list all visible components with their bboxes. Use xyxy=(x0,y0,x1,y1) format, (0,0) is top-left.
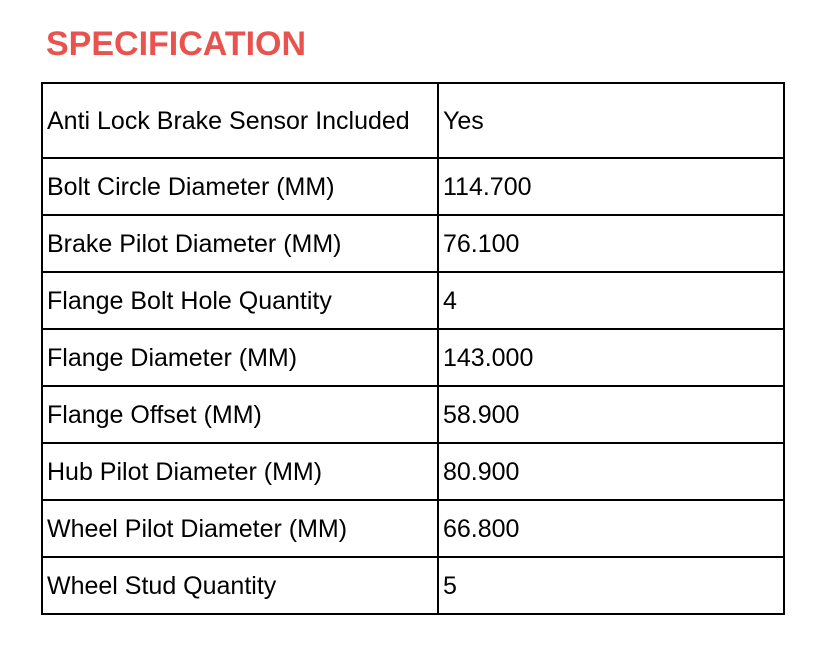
table-row xyxy=(42,329,784,386)
spec-value: Yes xyxy=(438,83,784,158)
spec-label: Wheel Pilot Diameter (MM) xyxy=(42,500,438,557)
table-row xyxy=(42,500,784,557)
spec-value: 76.100 xyxy=(438,215,784,272)
page-title: SPECIFICATION xyxy=(46,25,307,63)
spec-value: 143.000 xyxy=(438,329,784,386)
table-row xyxy=(42,215,784,272)
spec-label: Hub Pilot Diameter (MM) xyxy=(42,443,438,500)
spec-label: Brake Pilot Diameter (MM) xyxy=(42,215,438,272)
spec-value: 5 xyxy=(438,557,784,614)
spec-label: Flange Offset (MM) xyxy=(42,386,438,443)
spec-label: Anti Lock Brake Sensor Included xyxy=(42,83,438,158)
table-row xyxy=(42,272,784,329)
spec-label: Flange Bolt Hole Quantity xyxy=(42,272,438,329)
spec-label: Wheel Stud Quantity xyxy=(42,557,438,614)
spec-label: Flange Diameter (MM) xyxy=(42,329,438,386)
spec-value: 4 xyxy=(438,272,784,329)
table-row xyxy=(42,443,784,500)
spec-value: 66.800 xyxy=(438,500,784,557)
spec-value: 80.900 xyxy=(438,443,784,500)
spec-value: 114.700 xyxy=(438,158,784,215)
table-row xyxy=(42,158,784,215)
specification-table xyxy=(41,82,785,615)
spec-label: Bolt Circle Diameter (MM) xyxy=(42,158,438,215)
table-row xyxy=(42,557,784,614)
table-row xyxy=(42,386,784,443)
spec-value: 58.900 xyxy=(438,386,784,443)
table-row xyxy=(42,83,784,158)
